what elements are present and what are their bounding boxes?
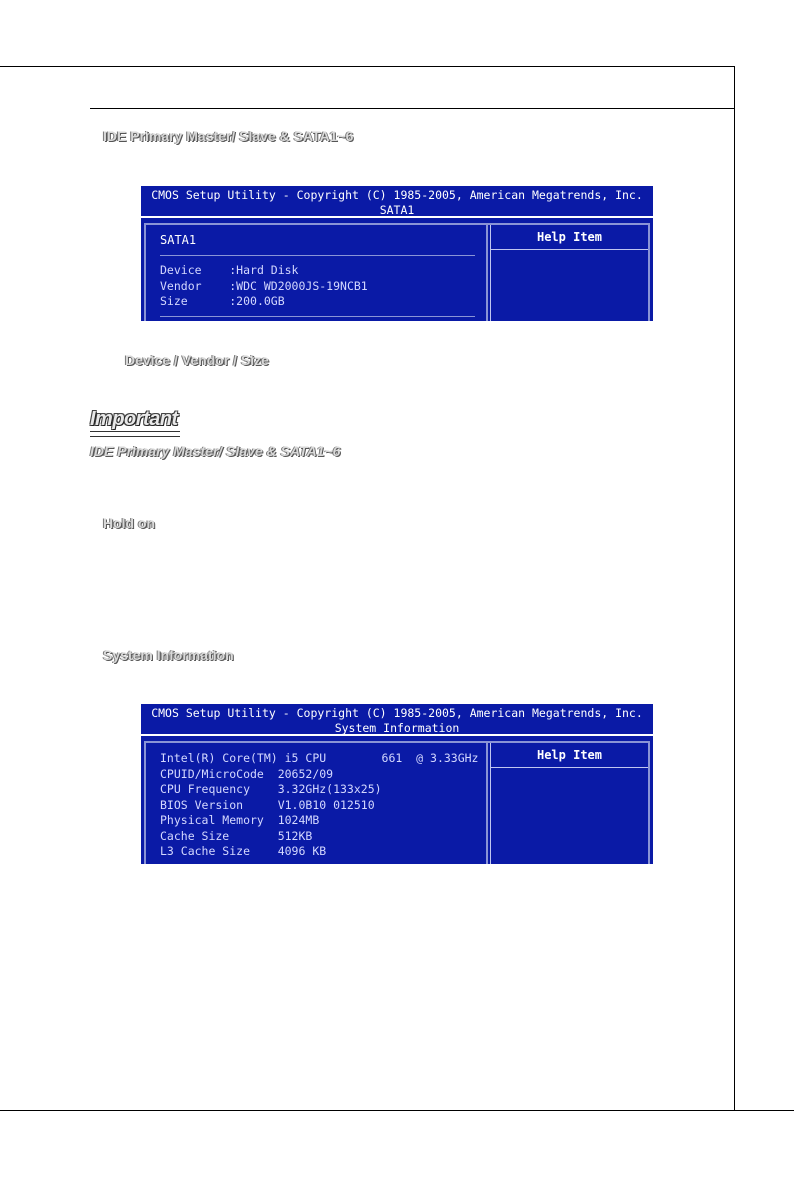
bios-main-panel bbox=[146, 225, 489, 321]
bios-screen-title: System Information bbox=[334, 721, 460, 735]
bios-screen-sata1 bbox=[141, 186, 653, 321]
device-row bbox=[160, 263, 368, 279]
top-rule bbox=[0, 66, 735, 67]
bios-screen-title: SATA1 bbox=[379, 203, 415, 217]
bios-title-bar bbox=[141, 186, 653, 218]
system-info-list bbox=[160, 751, 479, 860]
physical-memory-row: Physical Memory 1024MB bbox=[160, 813, 320, 827]
help-panel bbox=[486, 225, 648, 321]
size-row bbox=[160, 294, 368, 310]
device-vendor-size-heading: Device / Vendor / Size bbox=[125, 352, 269, 368]
row-value: :WDC WD2000JS-19NCB1 bbox=[229, 278, 368, 293]
row-value: :200.0GB bbox=[229, 294, 285, 308]
l3-cache-size-row: L3 Cache Size 4096 KB bbox=[160, 844, 327, 858]
hold-on-heading: Hold on bbox=[103, 515, 156, 531]
row-label: Vendor bbox=[160, 278, 230, 293]
cpuid-row: CPUID/MicroCode 20652/09 bbox=[160, 766, 334, 781]
bottom-rule bbox=[0, 1110, 794, 1111]
section1-heading: IDE Primary Master/ Slave & SATA1~6 bbox=[103, 128, 354, 144]
row-label: Size bbox=[160, 294, 230, 308]
header-underline bbox=[90, 108, 735, 109]
bios-frame bbox=[144, 741, 650, 864]
cpu-frequency-row: CPU Frequency 3.32GHz(133x25) bbox=[160, 782, 382, 796]
separator bbox=[160, 255, 475, 256]
bios-title-bar bbox=[141, 704, 653, 736]
separator bbox=[160, 316, 475, 317]
panel-title: SATA1 bbox=[160, 233, 197, 247]
bios-main-panel bbox=[146, 743, 489, 864]
row-label: Device bbox=[160, 263, 230, 277]
cpu-row: Intel(R) Core(TM) i5 CPU 661 @ 3.33GHz bbox=[160, 751, 479, 765]
help-item-label: Help Item bbox=[491, 225, 648, 250]
info-list bbox=[160, 263, 368, 310]
bios-copyright: CMOS Setup Utility - Copyright (C) 1985-2005, American Megatrends, Inc. bbox=[151, 188, 643, 202]
system-information-heading: System Information bbox=[103, 647, 234, 663]
bios-screen-system-info bbox=[141, 704, 653, 864]
right-rule bbox=[734, 66, 735, 1111]
help-item-label: Help Item bbox=[491, 743, 648, 768]
bios-version-row: BIOS Version V1.0B10 012510 bbox=[160, 797, 375, 812]
bios-frame bbox=[144, 223, 650, 321]
important-title: Important bbox=[90, 408, 178, 430]
help-panel bbox=[486, 743, 648, 864]
bios-copyright: CMOS Setup Utility - Copyright (C) 1985-2005, American Megatrends, Inc. bbox=[151, 706, 643, 720]
important-underline bbox=[90, 431, 180, 437]
cache-size-row: Cache Size 512KB bbox=[160, 828, 313, 843]
row-value: :Hard Disk bbox=[229, 263, 299, 277]
vendor-row bbox=[160, 279, 368, 295]
important-subtitle: IDE Primary Master/ Slave & SATA1~6 bbox=[90, 443, 341, 459]
